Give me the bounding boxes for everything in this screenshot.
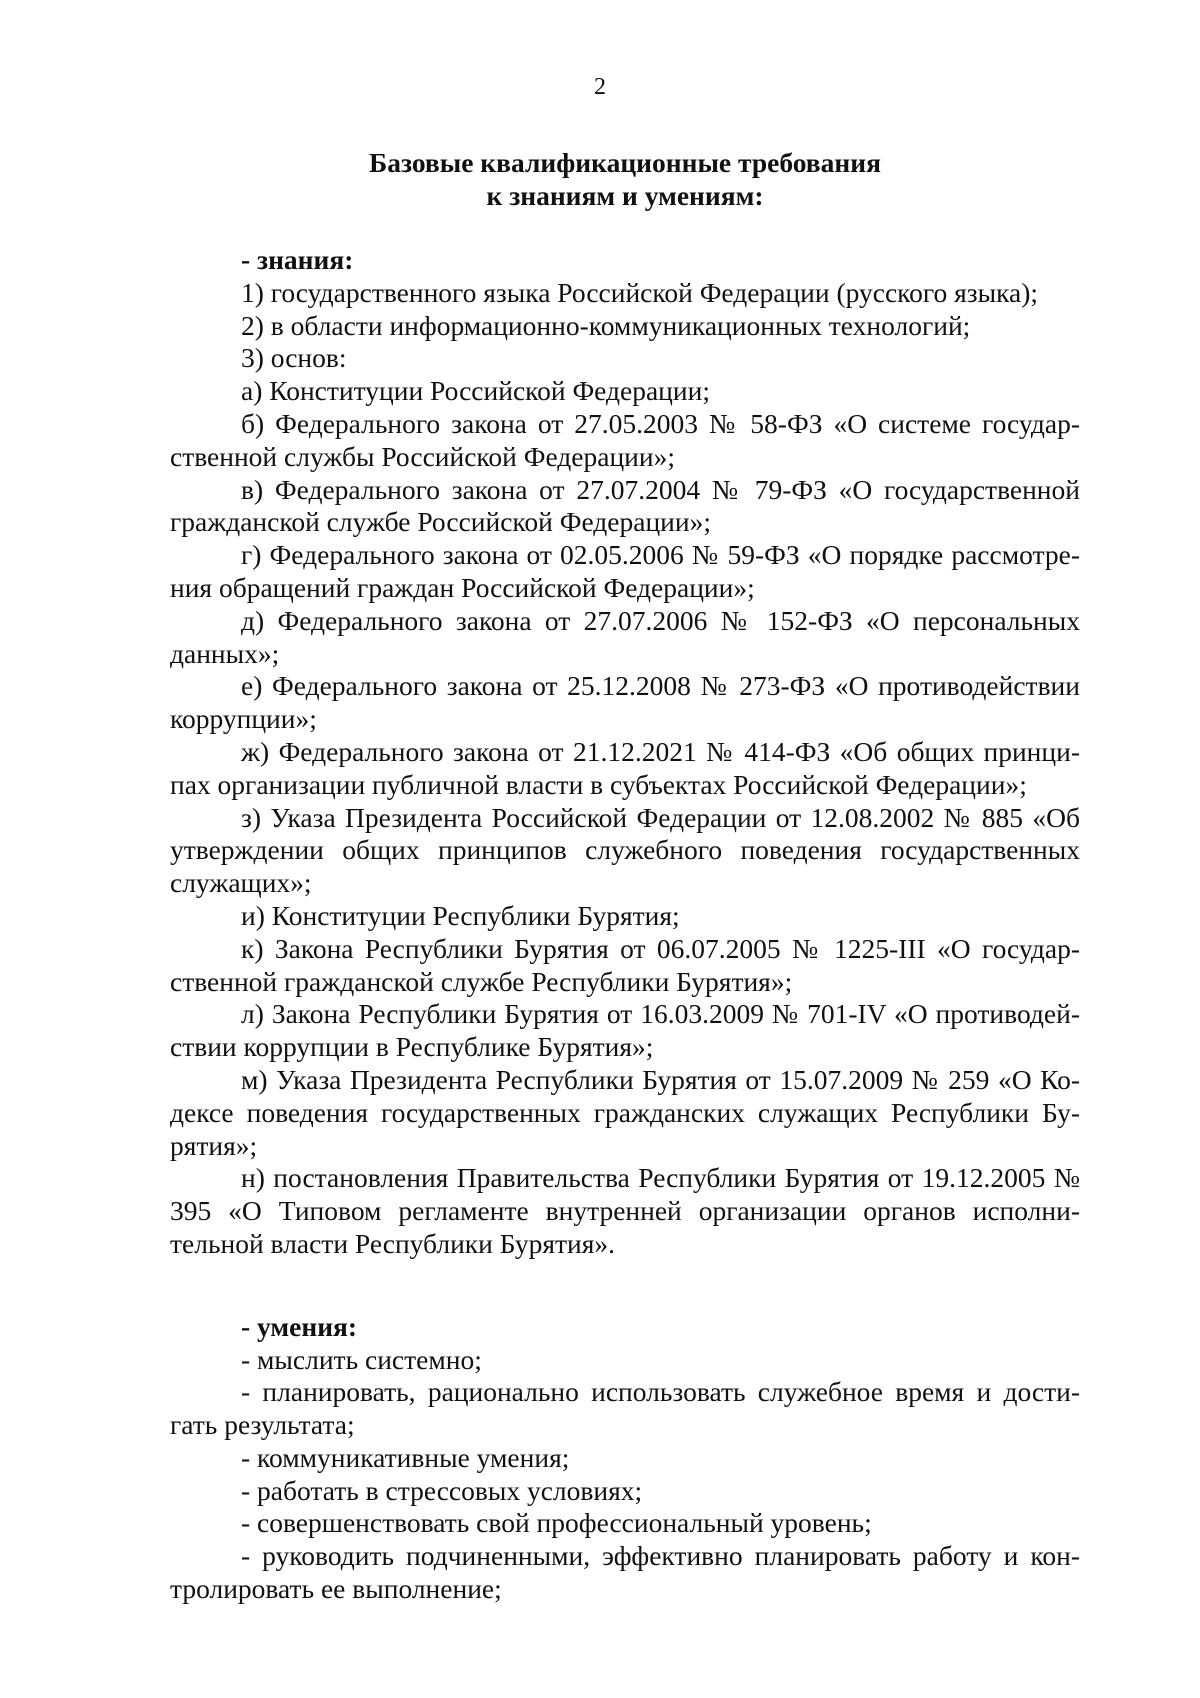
skills-item-3: - коммуникативные умения; xyxy=(241,1441,570,1473)
knowledge-item-2: 2) в области информационно-коммуникационных технологий; xyxy=(241,309,971,341)
page-number: 2 xyxy=(594,74,606,100)
title-line-1: Базовые квалификационные требования xyxy=(369,147,881,178)
knowledge-item-i: и) Конституции Республики Бурятия; xyxy=(241,899,680,931)
knowledge-item-3: 3) основ: xyxy=(241,342,347,374)
knowledge-item-d: д) Федерального закона от 27.07.2006 № 152-ФЗ «О персональных данных»; xyxy=(170,604,1080,669)
knowledge-item-n: н) постановления Правительства Республики Бурятия от 19.12.2005 № 395 «О Типовом регламенте внутренней организации органов исполнительной власти Республики Бурятия». xyxy=(170,1162,1080,1259)
knowledge-item-b: б) Федерального закона от 27.05.2003 № 58-ФЗ «О системе государственной службы Российской Федерации»; xyxy=(170,407,1080,472)
knowledge-heading: - знания: xyxy=(241,244,354,275)
knowledge-item-e: е) Федерального закона от 25.12.2008 № 273-ФЗ «О противодействии коррупции»; xyxy=(170,670,1080,735)
section-spacer xyxy=(170,1261,1080,1311)
knowledge-item-zh: ж) Федерального закона от 21.12.2021 № 414-ФЗ «Об общих принципах организации публичной власти в субъектах Российской Федерации»; xyxy=(170,735,1080,800)
skills-heading: - умения: xyxy=(241,1310,358,1342)
skills-item-2: - планировать, рационально использовать служебное время и достигать результата; xyxy=(170,1376,1080,1441)
knowledge-item-m: м) Указа Президента Республики Бурятия от 15.07.2009 № 259 «О Кодексе поведения государственных гражданских служащих Республики Бурятия»; xyxy=(170,1063,1080,1161)
skills-item-4: - работать в стрессовых условиях; xyxy=(241,1474,643,1506)
skills-item-1: - мыслить системно; xyxy=(241,1343,482,1375)
knowledge-item-z: з) Указа Президента Российской Федерации от 12.08.2002 № 885 «Об утверждении общих принципов служебного поведения государственных служащих»; xyxy=(170,801,1080,899)
knowledge-item-l: л) Закона Республики Бурятия от 16.03.2009 № 701-IV «О противодействии коррупции в Республике Бурятия»; xyxy=(170,998,1080,1063)
document-body xyxy=(170,244,1080,1606)
skills-item-6: - руководить подчиненными, эффективно планировать работу и контролировать ее выполнение; xyxy=(170,1540,1080,1605)
document-title xyxy=(170,146,1080,212)
skills-item-5: - совершенствовать свой профессиональный уровень; xyxy=(241,1507,872,1539)
knowledge-item-1: 1) государственного языка Российской Федерации (русского языка); xyxy=(241,276,1039,308)
knowledge-item-a: а) Конституции Российской Федерации; xyxy=(241,375,710,407)
knowledge-item-g: г) Федерального закона от 02.05.2006 № 59-ФЗ «О порядке рассмотрения обращений граждан Российской Федерации»; xyxy=(170,539,1080,603)
knowledge-item-k: к) Закона Республики Бурятия от 06.07.2005 № 1225-III «О государственной гражданской службе Республики Бурятия»; xyxy=(170,932,1080,997)
title-line-2: к знаниям и умениям: xyxy=(486,180,764,211)
knowledge-item-v: в) Федерального закона от 27.07.2004 № 79-ФЗ «О государственной гражданской службе Российской Федерации»; xyxy=(170,473,1080,538)
